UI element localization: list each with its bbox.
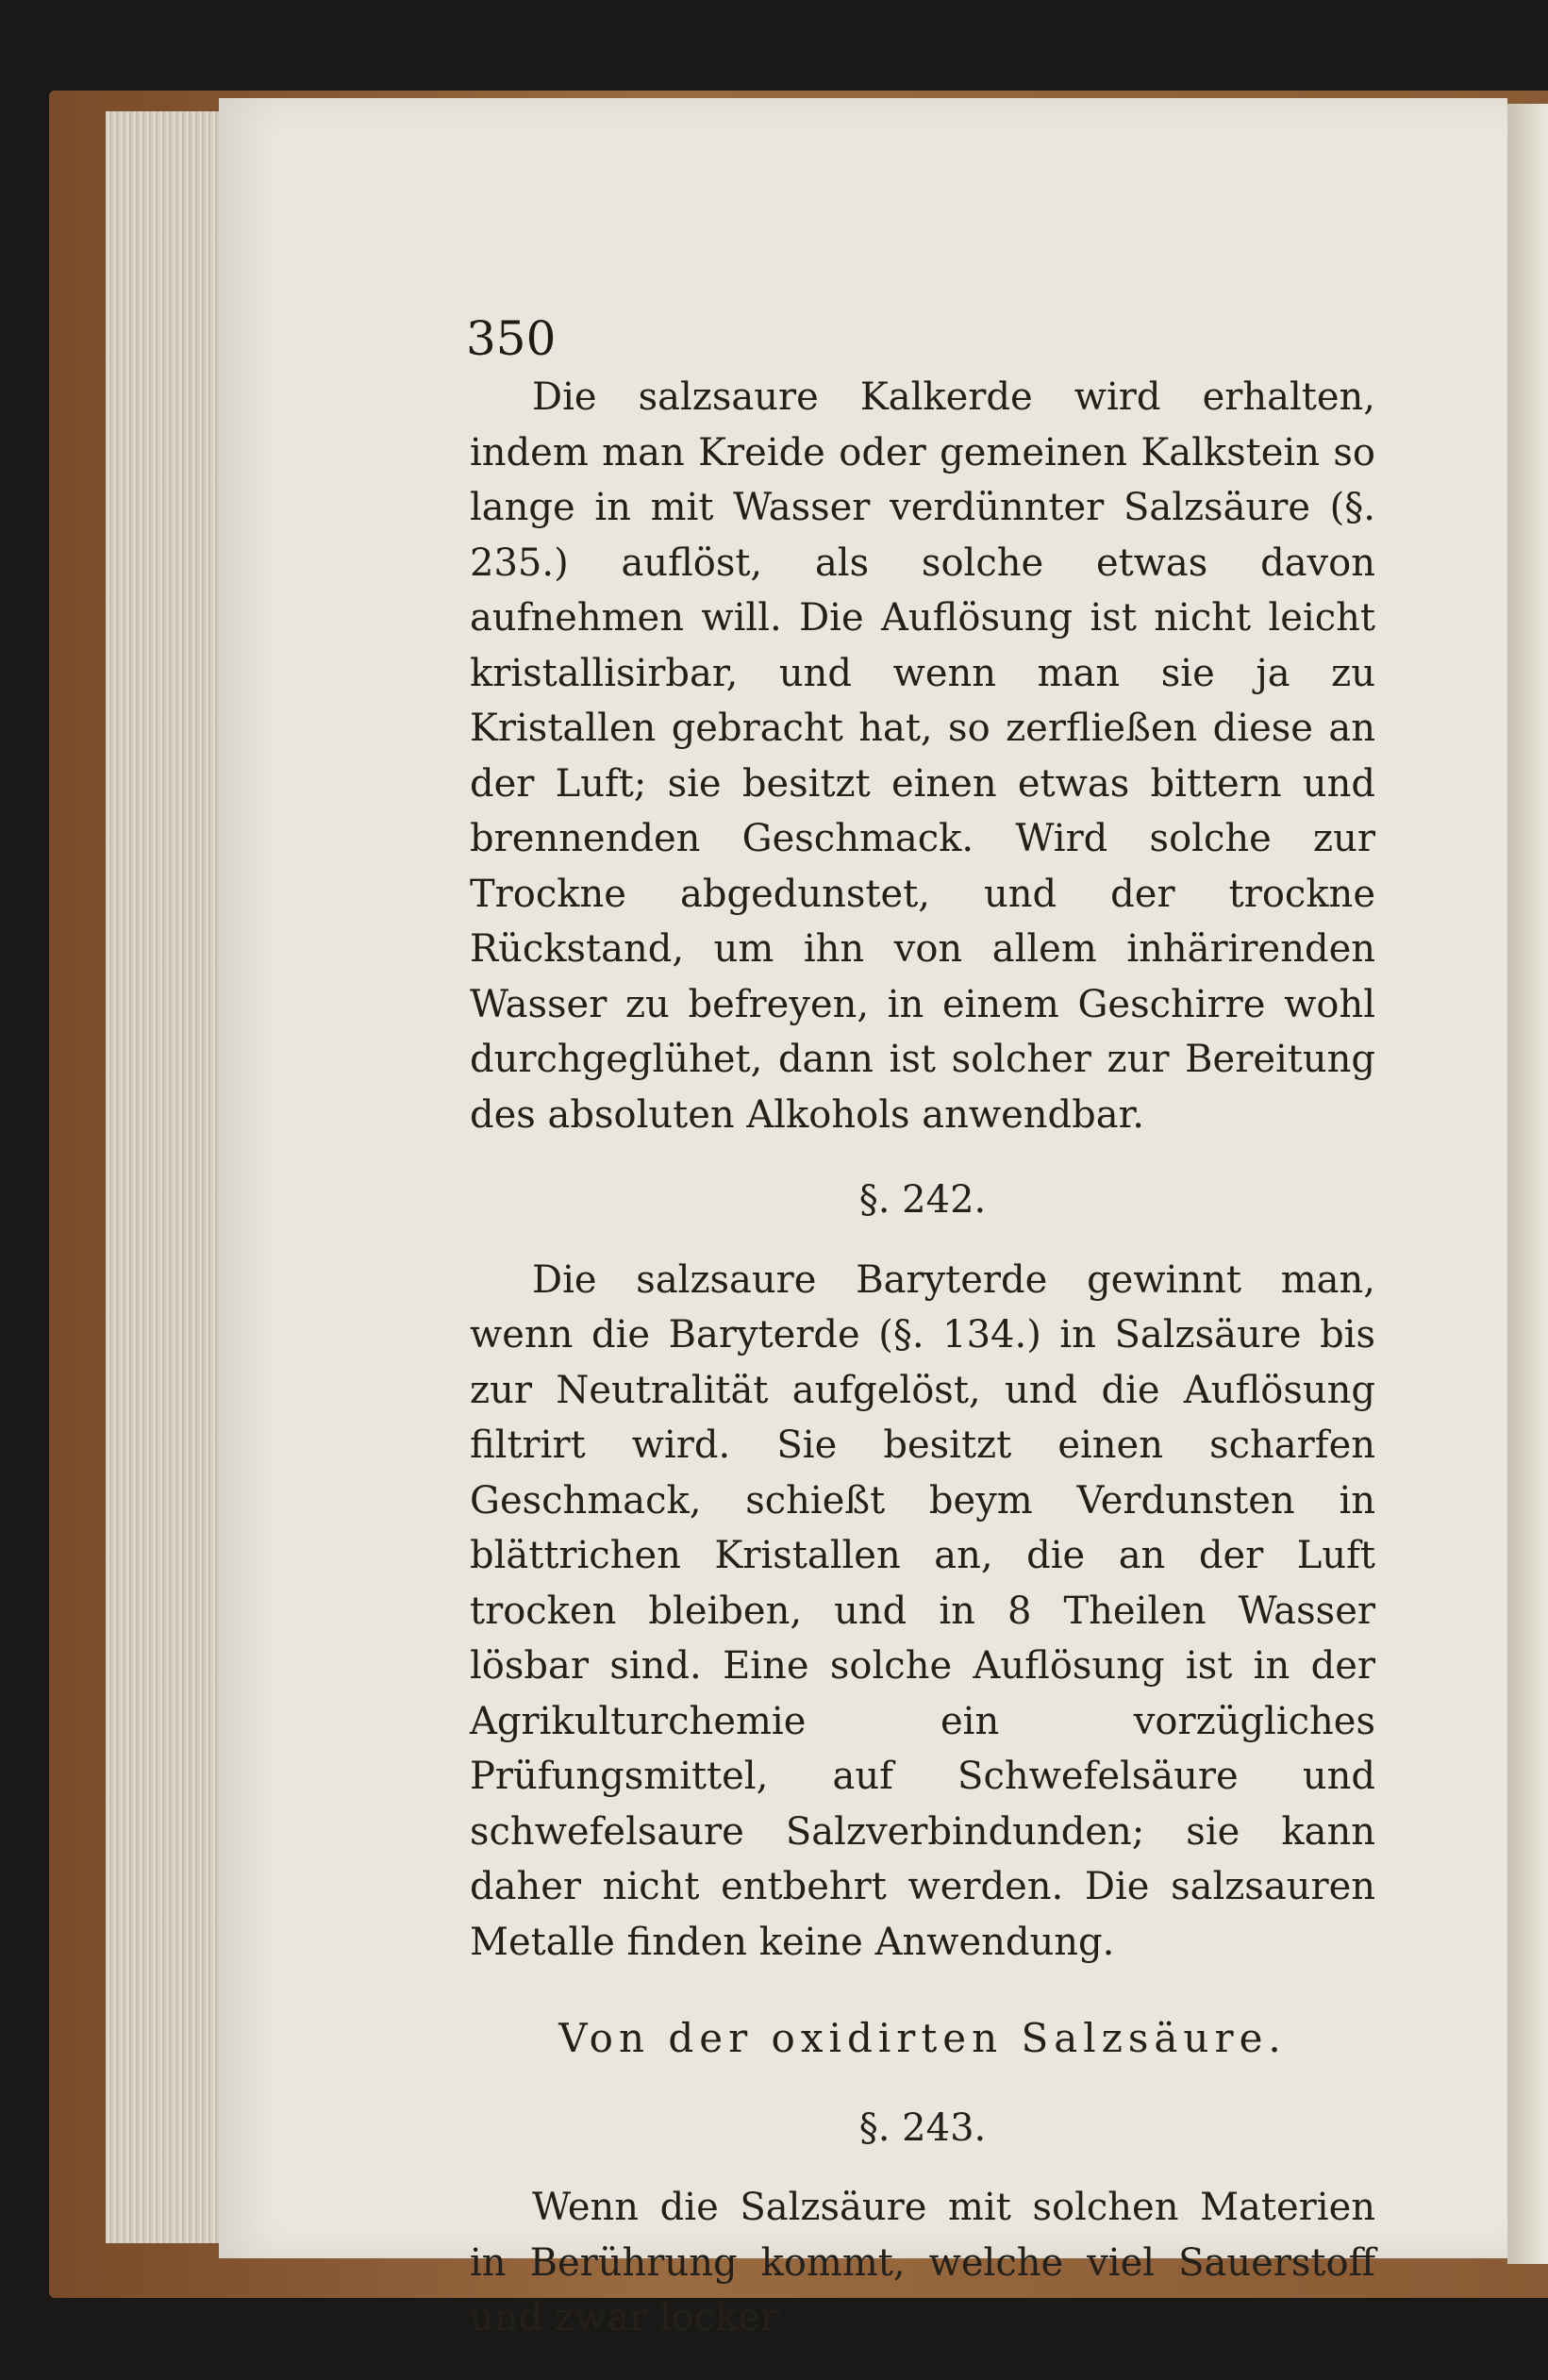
page-number: 350 — [466, 311, 557, 366]
page-text — [470, 370, 1375, 2346]
chapter-heading: Von der oxidirten Salzsäure. — [558, 2015, 1287, 2061]
facing-page-edge — [1507, 104, 1548, 2264]
section-242-mark: §. 242. — [858, 1178, 987, 1222]
paragraph-oxidized-acid: Wenn die Salzsäure mit solchen Materien in Berührung kommt, welche viel Sauerstoff und zwar locker — [470, 2186, 1375, 2339]
paragraph-barium-chloride: Die salzsaure Baryterde gewinnt man, wenn die Baryterde (§. 134.) in Salzsäure bis zur Neutralität aufgelöst, und die Auflösung filtrirt wird. Sie besitzt einen scharfen Geschmack, schießt beym Verdunsten in blättrichen Kristallen an, die an der Luft trocken bleiben, und in 8 Theilen Wasser lösbar sind. Eine solche Auflösung ist in der Agrikulturchemie ein vorzügliches Prüfungsmittel, auf Schwefelsäure und schwefelsaure Salzverbindunden; sie kann daher nicht entbehrt werden. Die salzsauren Metalle finden keine Anwendung. — [470, 1257, 1375, 1964]
paragraph-calcium-chloride: Die salzsaure Kalkerde wird erhalten, indem man Kreide oder gemeinen Kalkstein so lange in mit Wasser verdünnter Salzsäure (§. 235.) auflöst, als solche etwas davon aufnehmen will. Die Auflösung ist nicht leicht kristallisirbar, und wenn man sie ja zu Kristallen gebracht hat, so zerfließen diese an der Luft; sie besitzt einen etwas bittern und brennenden Geschmack. Wird solche zur Trockne abgedunstet, und der trockne Rückstand, um ihn von allem inhärirenden Wasser zu befreyen, in einem Geschirre wohl durchgeglühet, dann ist solcher zur Bereitung des absoluten Alkohols anwendbar. — [470, 375, 1375, 1137]
section-243-mark: §. 243. — [858, 2105, 987, 2150]
